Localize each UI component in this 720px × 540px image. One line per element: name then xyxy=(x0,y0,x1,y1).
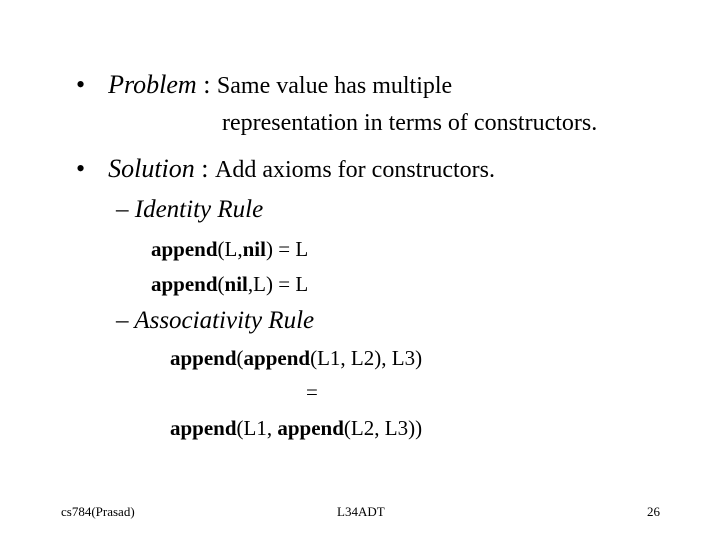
associativity-equals: = xyxy=(306,380,318,404)
append-keyword: append xyxy=(243,346,311,370)
associativity-rule-heading xyxy=(116,307,314,335)
bullet-marker: • xyxy=(76,70,86,99)
append-keyword: append xyxy=(170,346,237,370)
dash: – xyxy=(116,307,129,334)
problem-text-line2: representation in terms of constructors. xyxy=(222,110,598,136)
code-text: ( xyxy=(217,272,225,296)
nil-keyword: nil xyxy=(224,272,248,296)
identity-rule-title: Identity Rule xyxy=(134,196,264,223)
code-text: ) = L xyxy=(265,237,309,261)
problem-text-line1: Same value has multiple xyxy=(216,73,453,99)
associativity-rule-line1 xyxy=(170,346,422,370)
footer-left: cs784(Prasad) xyxy=(61,504,135,519)
nil-keyword: nil xyxy=(242,237,266,261)
append-keyword: append xyxy=(170,416,237,440)
code-text: (L1, L2), L3) xyxy=(310,346,423,370)
colon: : xyxy=(203,70,211,99)
code-text: (L2, L3)) xyxy=(343,416,423,440)
dash: – xyxy=(116,196,129,223)
code-text: ,L) = L xyxy=(247,272,309,296)
bullet-solution xyxy=(76,154,495,185)
append-keyword: append xyxy=(151,272,218,296)
footer-page-number: 26 xyxy=(647,504,660,519)
bullet-problem xyxy=(76,70,452,101)
footer-center: L34ADT xyxy=(337,504,385,519)
code-text: (L1, xyxy=(236,416,278,440)
bullet-marker: • xyxy=(76,154,86,183)
associativity-rule-line3 xyxy=(170,416,422,440)
code-text: ( xyxy=(236,346,244,370)
solution-text: Add axioms for constructors. xyxy=(215,157,495,183)
problem-label: Problem xyxy=(108,70,197,99)
identity-rule-heading xyxy=(116,196,263,224)
code-text: (L, xyxy=(217,237,243,261)
append-keyword: append xyxy=(277,416,344,440)
associativity-rule-title: Associativity Rule xyxy=(134,307,315,334)
identity-rule-line2 xyxy=(151,272,308,296)
colon: : xyxy=(201,154,209,183)
append-keyword: append xyxy=(151,237,218,261)
identity-rule-line1 xyxy=(151,237,308,261)
solution-label: Solution xyxy=(108,154,195,183)
